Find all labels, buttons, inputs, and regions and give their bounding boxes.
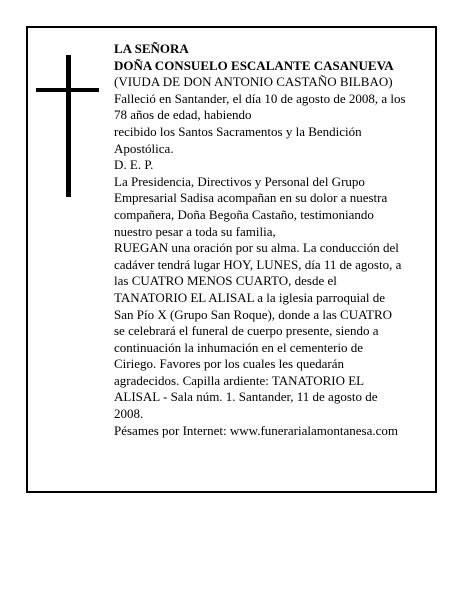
notice-line: La Presidencia, Directivos y Personal del Grupo [114, 173, 365, 189]
notice-line: Pésames por Internet: www.funerarialamontanesa.com [114, 422, 398, 438]
cross-icon-vertical [66, 55, 71, 197]
notice-line: agradecidos. Capilla ardiente: TANATORIO EL [114, 372, 365, 388]
notice-line: Apostólica. [114, 140, 174, 156]
notice-line: D. E. P. [114, 157, 154, 173]
notice-line: San Pío X (Grupo San Roque), donde a las CUATRO [114, 306, 393, 322]
notice-line: continuación la inhumación en el cementerio de [114, 339, 364, 355]
notice-line: Ciriego. Favores por los cuales les quedarán [114, 356, 344, 372]
notice-line: TANATORIO EL ALISAL a la iglesia parroquial de [114, 289, 386, 305]
notice-line: ALISAL - Sala núm. 1. Santander, 11 de agosto de [114, 389, 378, 405]
notice-line: Empresarial Sadisa acompañan en su dolor a nuestra [114, 190, 388, 206]
obituary-text [114, 41, 424, 439]
notice-line: 78 años de edad, habiendo [114, 107, 252, 123]
notice-line: compañera, Doña Begoña Castaño, testimoniando [114, 206, 374, 222]
notice-line: Falleció en Santander, el día 10 de agosto de 2008, a los [114, 90, 406, 106]
notice-line: las CUATRO MENOS CUARTO, desde el [114, 273, 337, 289]
notice-line: nuestro pesar a toda su familia, [114, 223, 276, 239]
notice-line: DOÑA CONSUELO ESCALANTE CASANUEVA [114, 57, 394, 73]
notice-line: RUEGAN una oración por su alma. La conducción del [114, 240, 399, 256]
notice-line: recibido los Santos Sacramentos y la Bendición [114, 123, 362, 139]
notice-line: (VIUDA DE DON ANTONIO CASTAÑO BILBAO) [114, 74, 393, 90]
notice-line: LA SEÑORA [114, 41, 189, 56]
notice-line: se celebrará el funeral de cuerpo presente, siendo a [114, 323, 379, 339]
cross-icon-horizontal [36, 88, 99, 92]
notice-line: cadáver tendrá lugar HOY, LUNES, día 11 de agosto, a [114, 256, 402, 272]
notice-line: 2008. [114, 406, 144, 422]
